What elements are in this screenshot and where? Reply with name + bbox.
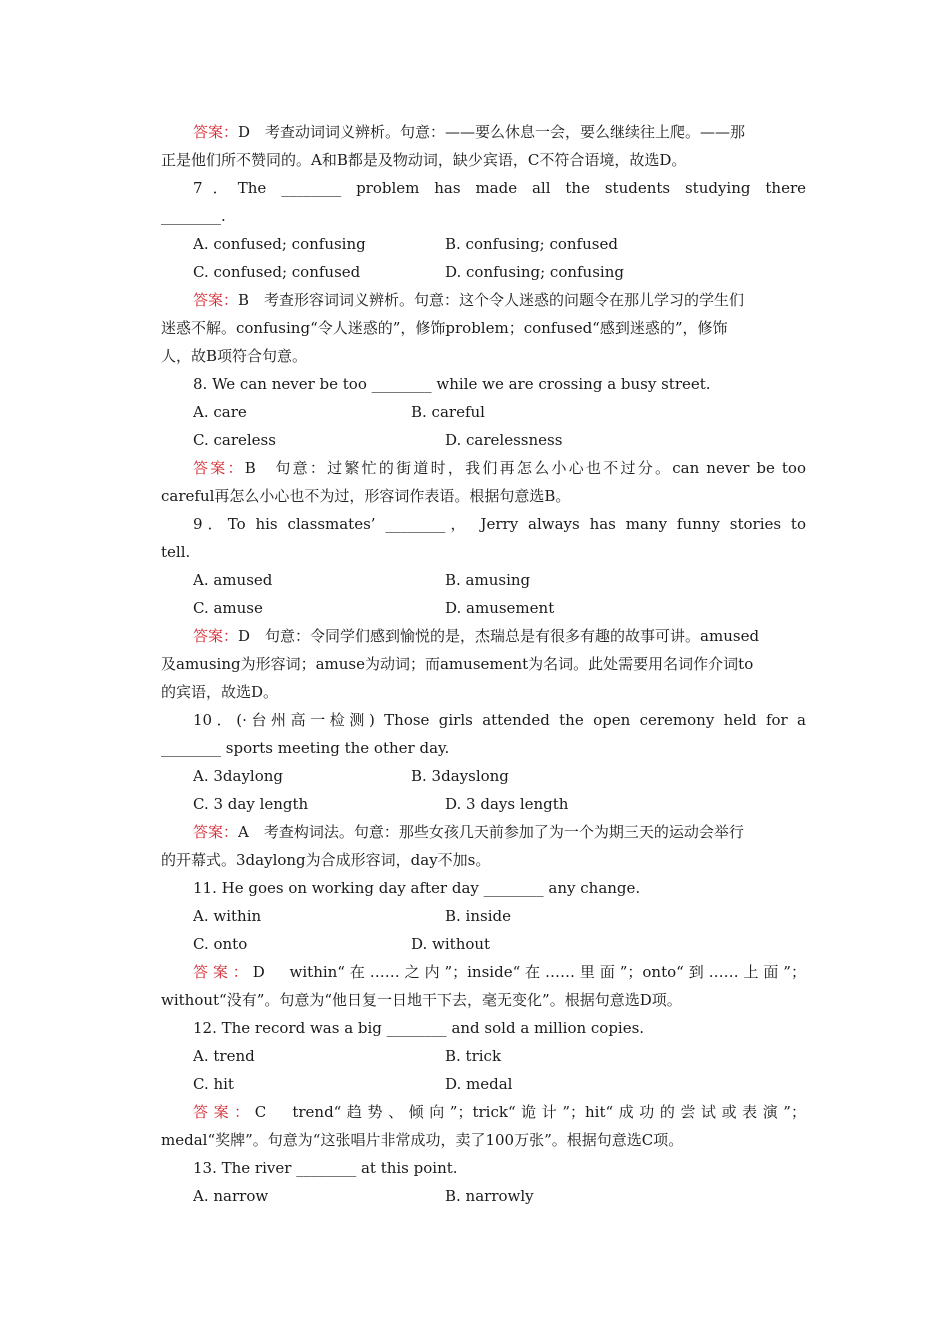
q8-answer-line-2: careful再怎么小心也不为过，形容词作表语。根据句意选B。 bbox=[161, 487, 571, 505]
q10-answer-line-1: 答案：A 考查构词法。句意：那些女孩几天前参加了为一个为期三天的运动会举行 bbox=[193, 823, 744, 841]
q9-stem-line-1: 9．To his classmates’ ________， Jerry always has many funny stories to bbox=[193, 515, 806, 533]
option-a: A. care bbox=[193, 403, 247, 421]
q10-options-ab bbox=[193, 762, 806, 790]
q10-stem-line-2: ________ sports meeting the other day. bbox=[161, 739, 450, 757]
answer-label: 答案： bbox=[193, 1103, 255, 1121]
option-b: B. careful bbox=[411, 403, 485, 421]
option-b: B. narrowly bbox=[445, 1187, 534, 1205]
answer-label: 答案： bbox=[193, 291, 239, 309]
option-d: D. without bbox=[411, 935, 491, 953]
q12-answer-line-2: medal“奖牌”。句意为“这张唱片非常成功，卖了100万张”。根据句意选C项。 bbox=[161, 1131, 684, 1149]
option-c: C. confused; confused bbox=[193, 263, 361, 281]
q11-answer-line-2: without“没有”。句意为“他日复一日地干下去，毫无变化”。根据句意选D项。 bbox=[161, 991, 682, 1009]
option-c: C. 3 day length bbox=[193, 795, 309, 813]
answer-label: 答案： bbox=[193, 123, 239, 141]
option-b: B. 3dayslong bbox=[411, 767, 509, 785]
option-a: A. within bbox=[193, 907, 262, 925]
q7-stem-line-1: 7．The ________ problem has made all the students studying there bbox=[193, 179, 806, 197]
answer-label: 答案： bbox=[193, 459, 245, 477]
q13-stem-line-1: 13. The river ________ at this point. bbox=[193, 1159, 458, 1177]
option-c: C. hit bbox=[193, 1075, 234, 1093]
option-a: A. amused bbox=[193, 571, 273, 589]
q7-options-cd bbox=[193, 258, 806, 286]
answer-label: 答案： bbox=[193, 823, 239, 841]
option-b: B. trick bbox=[445, 1047, 502, 1065]
q7-answer-line-2: 迷惑不解。confusing“令人迷惑的”，修饰problem；confused“感到迷惑的”，修饰 bbox=[161, 319, 728, 337]
option-b: B. inside bbox=[445, 907, 511, 925]
q6-answer-line-2: 正是他们所不赞同的。A和B都是及物动词，缺少宾语，C不符合语境，故选D。 bbox=[161, 151, 687, 169]
q9-stem-line-2: tell. bbox=[161, 543, 191, 561]
option-d: D. amusement bbox=[445, 599, 555, 617]
q12-options-cd bbox=[193, 1070, 806, 1098]
q11-answer-line-1: 答案：D within“在……之内”；inside“在……里面”；onto“到……上面”； bbox=[193, 963, 806, 981]
q11-stem-line-1: 11. He goes on working day after day ________ any change. bbox=[193, 879, 641, 897]
option-b: B. amusing bbox=[445, 571, 531, 589]
q9-answer-line-3: 的宾语，故选D。 bbox=[161, 683, 279, 701]
q7-stem-line-2: ________. bbox=[161, 207, 226, 225]
answer-label: 答案： bbox=[193, 627, 239, 645]
option-d: D. carelessness bbox=[445, 431, 563, 449]
q13-options-ab bbox=[193, 1182, 806, 1210]
q8-options-ab bbox=[193, 398, 806, 426]
q11-options-ab bbox=[193, 902, 806, 930]
answer-label: 答案： bbox=[193, 963, 253, 981]
q10-answer-line-2: 的开幕式。3daylong为合成形容词，day不加s。 bbox=[161, 851, 491, 869]
q10-options-cd bbox=[193, 790, 806, 818]
q7-options-ab bbox=[193, 230, 806, 258]
option-c: C. careless bbox=[193, 431, 276, 449]
option-b: B. confusing; confused bbox=[445, 235, 618, 253]
q12-options-ab bbox=[193, 1042, 806, 1070]
option-d: D. confusing; confusing bbox=[445, 263, 624, 281]
q11-options-cd bbox=[193, 930, 806, 958]
option-c: C. amuse bbox=[193, 599, 263, 617]
q12-stem-line-1: 12. The record was a big ________ and sold a million copies. bbox=[193, 1019, 645, 1037]
option-a: A. trend bbox=[193, 1047, 255, 1065]
q10-stem-line-1: 10．(·台州高一检测) Those girls attended the open ceremony held for a bbox=[193, 711, 806, 729]
option-d: D. 3 days length bbox=[445, 795, 569, 813]
q8-options-cd bbox=[193, 426, 806, 454]
q7-answer-line-1: 答案：B 考查形容词词义辨析。句意：这个令人迷惑的问题令在那儿学习的学生们 bbox=[193, 291, 745, 309]
q8-stem-line-1: 8. We can never be too ________ while we are crossing a busy street. bbox=[193, 375, 711, 393]
q8-answer-line-1: 答案：B 句意：过繁忙的街道时，我们再怎么小心也不过分。can never be too bbox=[193, 459, 806, 477]
q9-answer-line-2: 及amusing为形容词；amuse为动词；而amusement为名词。此处需要用名词作介词to bbox=[161, 655, 754, 673]
q9-answer-line-1: 答案：D 句意：令同学们感到愉悦的是，杰瑞总是有很多有趣的故事可讲。amused bbox=[193, 627, 760, 645]
q7-answer-line-3: 人，故B项符合句意。 bbox=[161, 347, 308, 365]
q9-options-ab bbox=[193, 566, 806, 594]
option-a: A. 3daylong bbox=[193, 767, 284, 785]
q12-answer-line-1: 答案：C trend“趋势、倾向”；trick“诡计”；hit“成功的尝试或表演”； bbox=[193, 1103, 806, 1121]
q6-answer-line-1: 答案：D 考查动词词义辨析。句意：——要么休息一会，要么继续往上爬。——那 bbox=[193, 123, 746, 141]
option-c: C. onto bbox=[193, 935, 248, 953]
option-d: D. medal bbox=[445, 1075, 513, 1093]
option-a: A. confused; confusing bbox=[193, 235, 366, 253]
q9-options-cd bbox=[193, 594, 806, 622]
option-a: A. narrow bbox=[193, 1187, 269, 1205]
